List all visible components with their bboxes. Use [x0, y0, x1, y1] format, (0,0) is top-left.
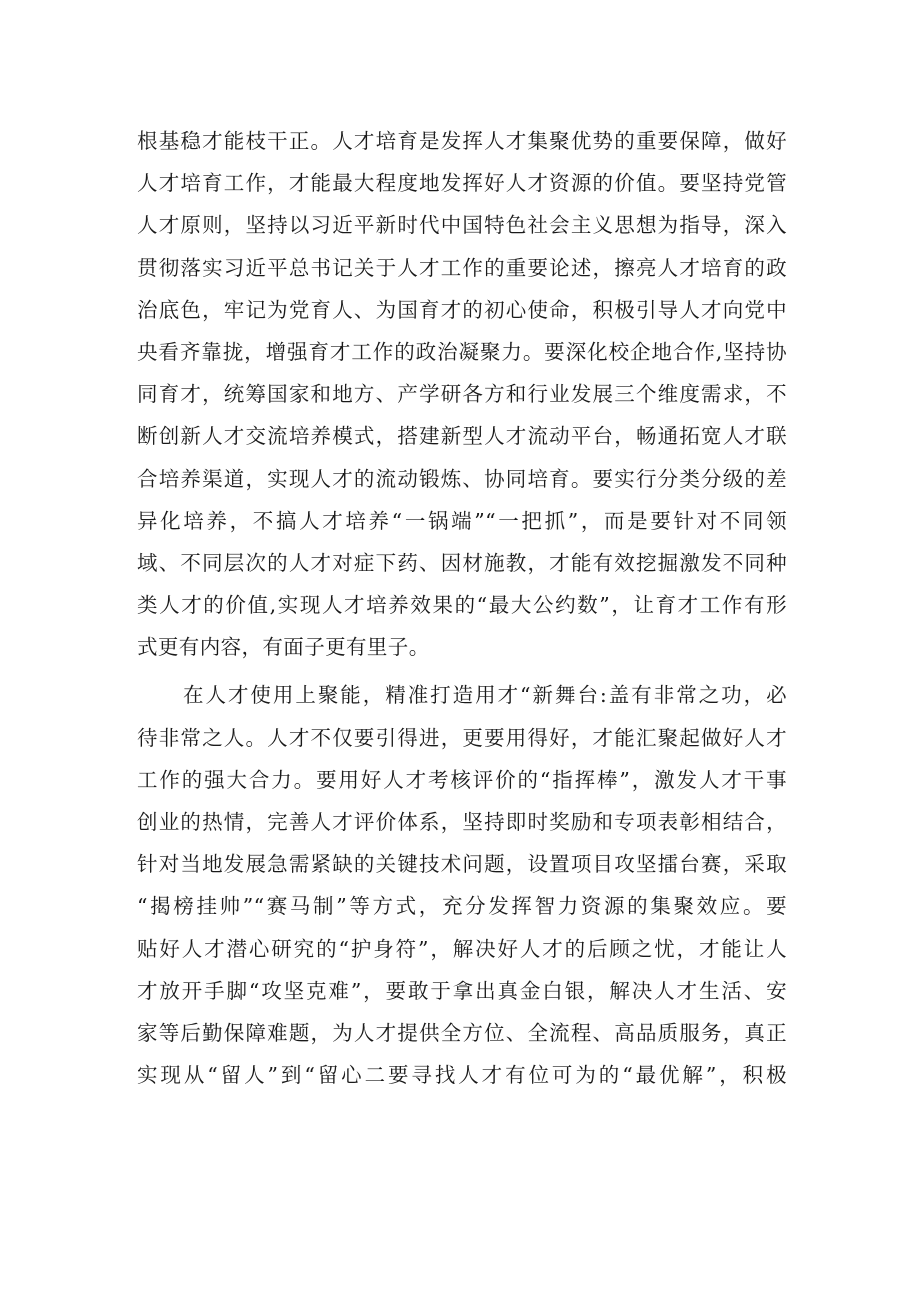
text-line: 贯彻落实习近平总书记关于人才工作的重要论述，擦亮人才培育的政 — [137, 255, 787, 280]
text-line: 实现从“留人”到“留心二要寻找人才有位可为的“最优解”，积极 — [137, 1063, 787, 1088]
text-line: 合培养渠道，实现人才的流动锻炼、协同培育。要实行分类分级的差 — [137, 466, 787, 491]
paragraph-2 — [137, 674, 787, 1096]
text-line: 式更有内容，有面子更有里子。 — [137, 635, 430, 660]
paragraph-1 — [137, 120, 787, 668]
text-line: 针对当地发展急需紧缺的关键技术问题，设置项目攻坚擂台赛，采取 — [137, 852, 787, 877]
text-line: 断创新人才交流培养模式，搭建新型人才流动平台，畅通拓宽人才联 — [137, 424, 787, 449]
text-line: 域、不同层次的人才对症下药、因材施教，才能有效挖掘激发不同种 — [137, 550, 787, 575]
text-line: “揭榜挂帅”“赛马制”等方式，充分发挥智力资源的集聚效应。要 — [137, 894, 787, 919]
text-line: 工作的强大合力。要用好人才考核评价的“指挥棒”，激发人才干事 — [137, 767, 787, 792]
body-text — [137, 120, 787, 1096]
text-line: 央看齐靠拢，增强育才工作的政治凝聚力。要深化校企地合作,坚持协 — [137, 339, 787, 364]
text-line: 才放开手脚“攻坚克难”，要敢于拿出真金白银，解决人才生活、安 — [137, 978, 787, 1003]
text-line: 类人才的价值,实现人才培养效果的“最大公约数”，让育才工作有形 — [137, 593, 787, 618]
text-line: 治底色，牢记为党育人、为国育才的初心使命，积极引导人才向党中 — [137, 297, 787, 322]
text-line: 待非常之人。人才不仅要引得进，更要用得好，才能汇聚起做好人才 — [137, 725, 787, 750]
text-line: 同育才，统筹国家和地方、产学研各方和行业发展三个维度需求，不 — [137, 382, 787, 407]
text-line: 贴好人才潜心研究的“护身符”，解决好人才的后顾之忧，才能让人 — [137, 936, 787, 961]
text-line: 家等后勤保障难题，为人才提供全方位、全流程、高品质服务，真正 — [137, 1020, 787, 1045]
text-line: 创业的热情，完善人才评价体系，坚持即时奖励和专项表彰相结合， — [137, 810, 787, 834]
text-line: 人才培育工作，才能最大程度地发挥好人才资源的价值。要坚持党管 — [137, 171, 787, 196]
text-line: 根基稳才能枝干正。人才培育是发挥人才集聚优势的重要保障，做好 — [137, 129, 787, 153]
text-line: 在人才使用上聚能，精准打造用才“新舞台:盖有非常之功，必 — [183, 683, 787, 708]
text-line: 人才原则，坚持以习近平新时代中国特色社会主义思想为指导，深入 — [137, 213, 787, 238]
text-line: 异化培养，不搞人才培养“一锅端”“一把抓”，而是要针对不同领 — [137, 508, 787, 533]
